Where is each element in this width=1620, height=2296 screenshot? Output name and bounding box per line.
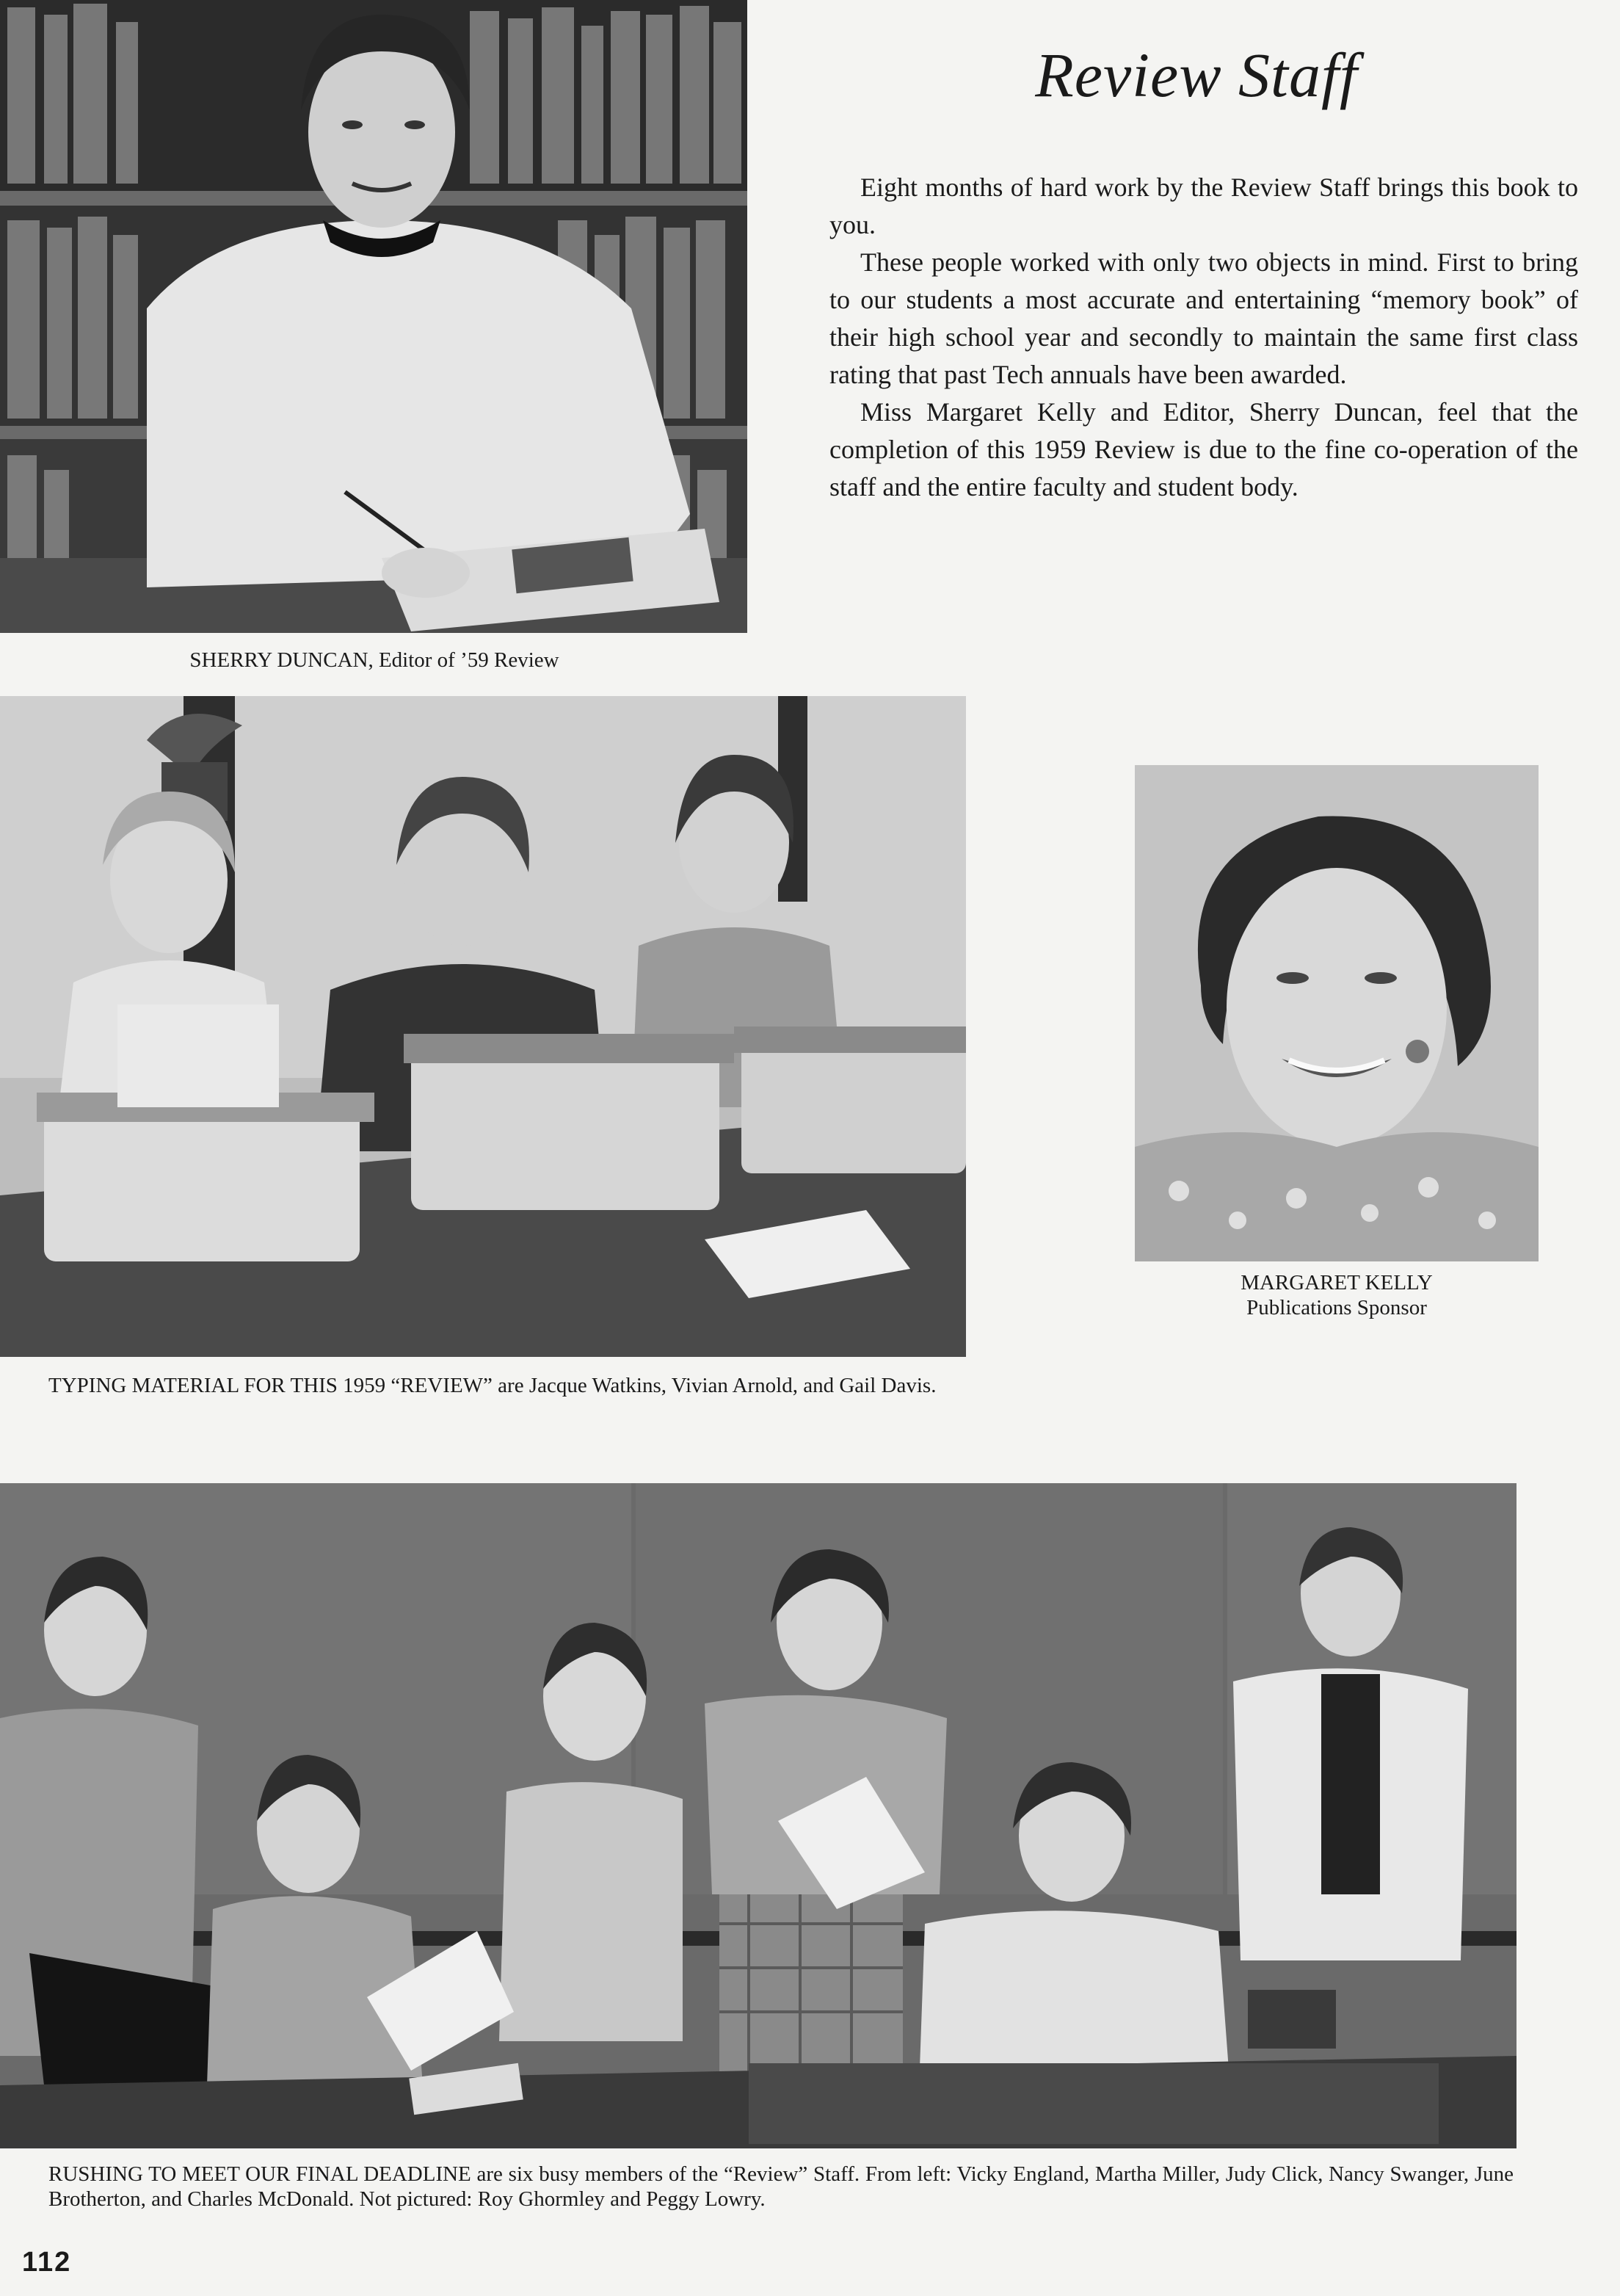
sponsor-photo — [1135, 765, 1539, 1261]
intro-paragraph: These people worked with only two objects in mind. First to bring to our students a most accurate and entertaining “memory book” of their high school year and secondly to maintain the same first class rating that past Tech annuals have been awarded. — [829, 247, 1578, 389]
typists-photo-illustration — [0, 696, 966, 1357]
intro-paragraph: Eight months of hard work by the Review Staff brings this book to you. — [829, 173, 1578, 239]
staff-photo — [0, 1483, 1517, 2148]
intro-paragraph: Miss Margaret Kelly and Editor, Sherry Duncan, feel that the completion of this 1959 Review is due to the fine co-operation of the staff and the entire faculty and student body. — [829, 397, 1578, 501]
intro-text — [829, 169, 1578, 506]
staff-photo-illustration — [0, 1483, 1517, 2148]
sponsor-caption — [1135, 1270, 1539, 1320]
typists-caption: TYPING MATERIAL FOR THIS 1959 “REVIEW” are Jacque Watkins, Vivian Arnold, and Gail Davis. — [48, 1374, 937, 1397]
editor-photo-illustration — [0, 0, 747, 633]
editor-photo — [0, 0, 747, 633]
staff-caption: RUSHING TO MEET OUR FINAL DEADLINE are six busy members of the “Review” Staff. From left: Vicky England, Martha Miller, Judy Click, Nancy Swanger, June Brotherton, and Charles McDonald. Not pictured: Roy Ghormley and Peggy Lowry. — [48, 2162, 1514, 2211]
typists-photo — [0, 696, 966, 1357]
sponsor-name: MARGARET KELLY — [1241, 1271, 1433, 1294]
editor-caption: SHERRY DUNCAN, Editor of ’59 Review — [189, 648, 559, 672]
page-title: Review Staff — [1035, 40, 1358, 110]
sponsor-role: Publications Sponsor — [1246, 1296, 1427, 1319]
sponsor-photo-illustration — [1135, 765, 1539, 1261]
page-number: 112 — [22, 2247, 72, 2278]
